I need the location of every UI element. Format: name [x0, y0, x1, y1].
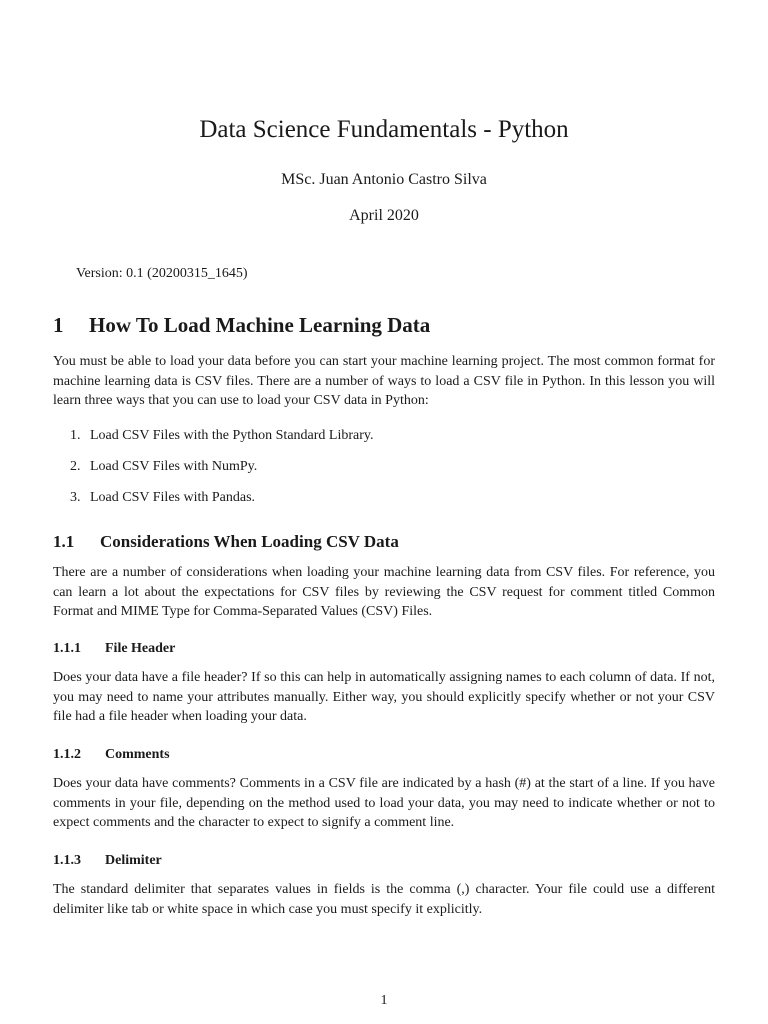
document-date: April 2020 — [349, 207, 419, 224]
file-header-paragraph: Does your data have a file header? If so this can help in automatically assigning names to each column of data. If not, you may need to name your attributes manually. Either way, you should explicitly specify whether or not your CSV file had a file header when loading your data. — [53, 670, 715, 724]
list-marker: 1. — [70, 428, 81, 443]
loading-methods-list — [70, 426, 373, 519]
list-item-text: Load CSV Files with NumPy. — [90, 459, 258, 474]
list-item-text: Load CSV Files with Pandas. — [90, 490, 256, 505]
comments-paragraph: Does your data have comments? Comments in a CSV file are indicated by a hash (#) at the start of a line. If you have comments in your file, depending on the method used to load your data, you may need to indicate whether or not to expect comments and the character to expect to signify a comment line. — [53, 776, 715, 830]
subsubsection-title: File Header — [105, 641, 176, 656]
subsection-heading — [53, 532, 399, 552]
delimiter-paragraph: The standard delimiter that separates values in fields is the comma (,) character. Your file could use a different delimiter like tab or white space in which case you must specify it explicitly. — [53, 882, 715, 917]
list-item — [70, 457, 373, 488]
subsubsection-heading — [53, 747, 170, 763]
list-item — [70, 426, 373, 457]
section-number: 1 — [53, 313, 64, 337]
subsubsection-number: 1.1.1 — [53, 641, 81, 656]
section-title: How To Load Machine Learning Data — [89, 313, 431, 337]
document-title: Data Science Fundamentals - Python — [199, 116, 569, 143]
document-author: MSc. Juan Antonio Castro Silva — [281, 171, 487, 188]
subsubsection-title: Delimiter — [105, 853, 162, 868]
subsection-number: 1.1 — [53, 532, 75, 551]
subsubsection-number: 1.1.2 — [53, 747, 81, 762]
section-heading — [53, 313, 430, 338]
subsection-paragraph: There are a number of considerations when loading your machine learning data from CSV files. For reference, you can learn a lot about the expectations for CSV files by reviewing the CSV request for comment titled Common Format and MIME Type for Comma-Separated Values (CSV) Files. — [53, 565, 715, 619]
document-version: Version: 0.1 (20200315_1645) — [76, 266, 248, 281]
subsubsection-number: 1.1.3 — [53, 853, 81, 868]
subsubsection-heading — [53, 853, 162, 869]
list-item — [70, 488, 373, 519]
list-marker: 3. — [70, 490, 81, 505]
subsubsection-heading — [53, 641, 175, 657]
list-item-text: Load CSV Files with the Python Standard Library. — [90, 428, 374, 443]
list-marker: 2. — [70, 459, 81, 474]
subsubsection-title: Comments — [105, 747, 170, 762]
section-intro-paragraph: You must be able to load your data before you can start your machine learning project. The most common format for machine learning data is CSV files. There are a number of ways to load a CSV file in Python. In this lesson you will learn three ways that you can use to load your CSV data in Python: — [53, 354, 715, 408]
subsection-title: Considerations When Loading CSV Data — [100, 532, 399, 551]
page-number: 1 — [380, 993, 388, 1008]
